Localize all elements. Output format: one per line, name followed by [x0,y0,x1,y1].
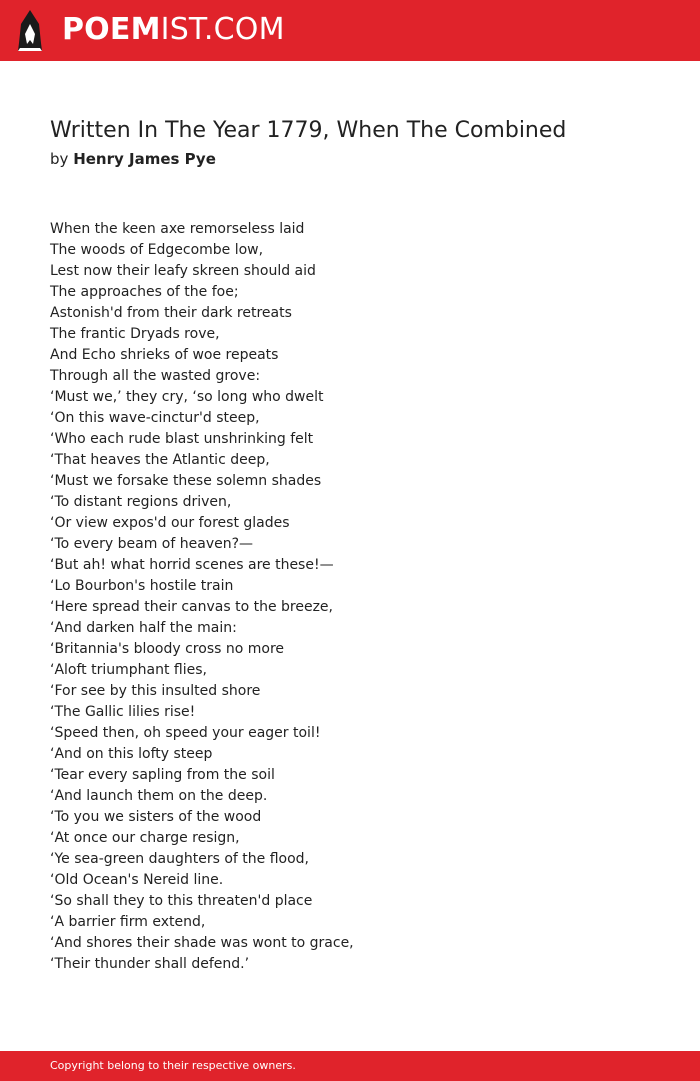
poem-line: ‘But ah! what horrid scenes are these!— [50,557,334,573]
poem-line: ‘And shores their shade was wont to grace, [50,935,354,951]
poem-line: ‘And darken half the main: [50,620,237,636]
poem-line: ‘Ye sea-green daughters of the flood, [50,851,309,867]
by-label: by [50,150,69,168]
poem-line: The approaches of the foe; [50,284,239,300]
site-footer [0,1051,700,1081]
byline [50,149,216,169]
poem-line: ‘Aloft triumphant flies, [50,662,207,678]
poem-body [50,219,354,975]
poem-title: Written In The Year 1779, When The Combined [50,118,567,143]
poem-line: The woods of Edgecombe low, [50,242,264,258]
poem-line: And Echo shrieks of woe repeats [50,347,279,363]
poem-line: ‘So shall they to this threaten'd place [50,893,313,909]
poem-line: ‘For see by this insulted shore [50,683,261,699]
poem-line: The frantic Dryads rove, [50,326,220,342]
poem-line: Astonish'd from their dark retreats [50,305,292,321]
poem-line: ‘Tear every sapling from the soil [50,767,275,783]
poem-line: ‘To distant regions driven, [50,494,232,510]
poem-line: ‘Britannia's bloody cross no more [50,641,285,657]
poem-line: ‘Here spread their canvas to the breeze, [50,599,333,615]
poem-line: ‘A barrier firm extend, [50,914,206,930]
poem-line: ‘On this wave-cinctur'd steep, [50,410,260,426]
site-logo-text[interactable] [62,13,285,47]
poem-line: ‘To every beam of heaven?— [50,536,254,552]
poem-line: ‘To you we sisters of the wood [50,809,262,825]
poem-line: ‘At once our charge resign, [50,830,240,846]
brand-light: IST.COM [160,12,285,47]
site-header [0,0,700,61]
poem-line: ‘Must we,’ they cry, ‘so long who dwelt [50,389,324,405]
poem-line: ‘Who each rude blast unshrinking felt [50,431,314,447]
poem-line: ‘Lo Bourbon's hostile train [50,578,234,594]
poem-line: ‘And launch them on the deep. [50,788,268,804]
poem-line: ‘Must we forsake these solemn shades [50,473,322,489]
poem-line: ‘The Gallic lilies rise! [50,704,196,720]
pen-nib-icon [18,10,42,51]
author-name: Henry James Pye [73,150,216,168]
poem-line: ‘Speed then, oh speed your eager toil! [50,725,321,741]
copyright-text: Copyright belong to their respective owners. [50,1059,296,1072]
poem-line: ‘Their thunder shall defend.’ [50,956,250,972]
poem-line: Through all the wasted grove: [50,368,261,384]
poem-line: ‘And on this lofty steep [50,746,213,762]
poem-line: When the keen axe remorseless laid [50,221,305,237]
brand-bold: POEM [62,12,161,47]
poem-line: ‘Or view expos'd our forest glades [50,515,290,531]
poem-line: Lest now their leafy skreen should aid [50,263,316,279]
poem-line: ‘Old Ocean's Nereid line. [50,872,224,888]
poem-line: ‘That heaves the Atlantic deep, [50,452,270,468]
